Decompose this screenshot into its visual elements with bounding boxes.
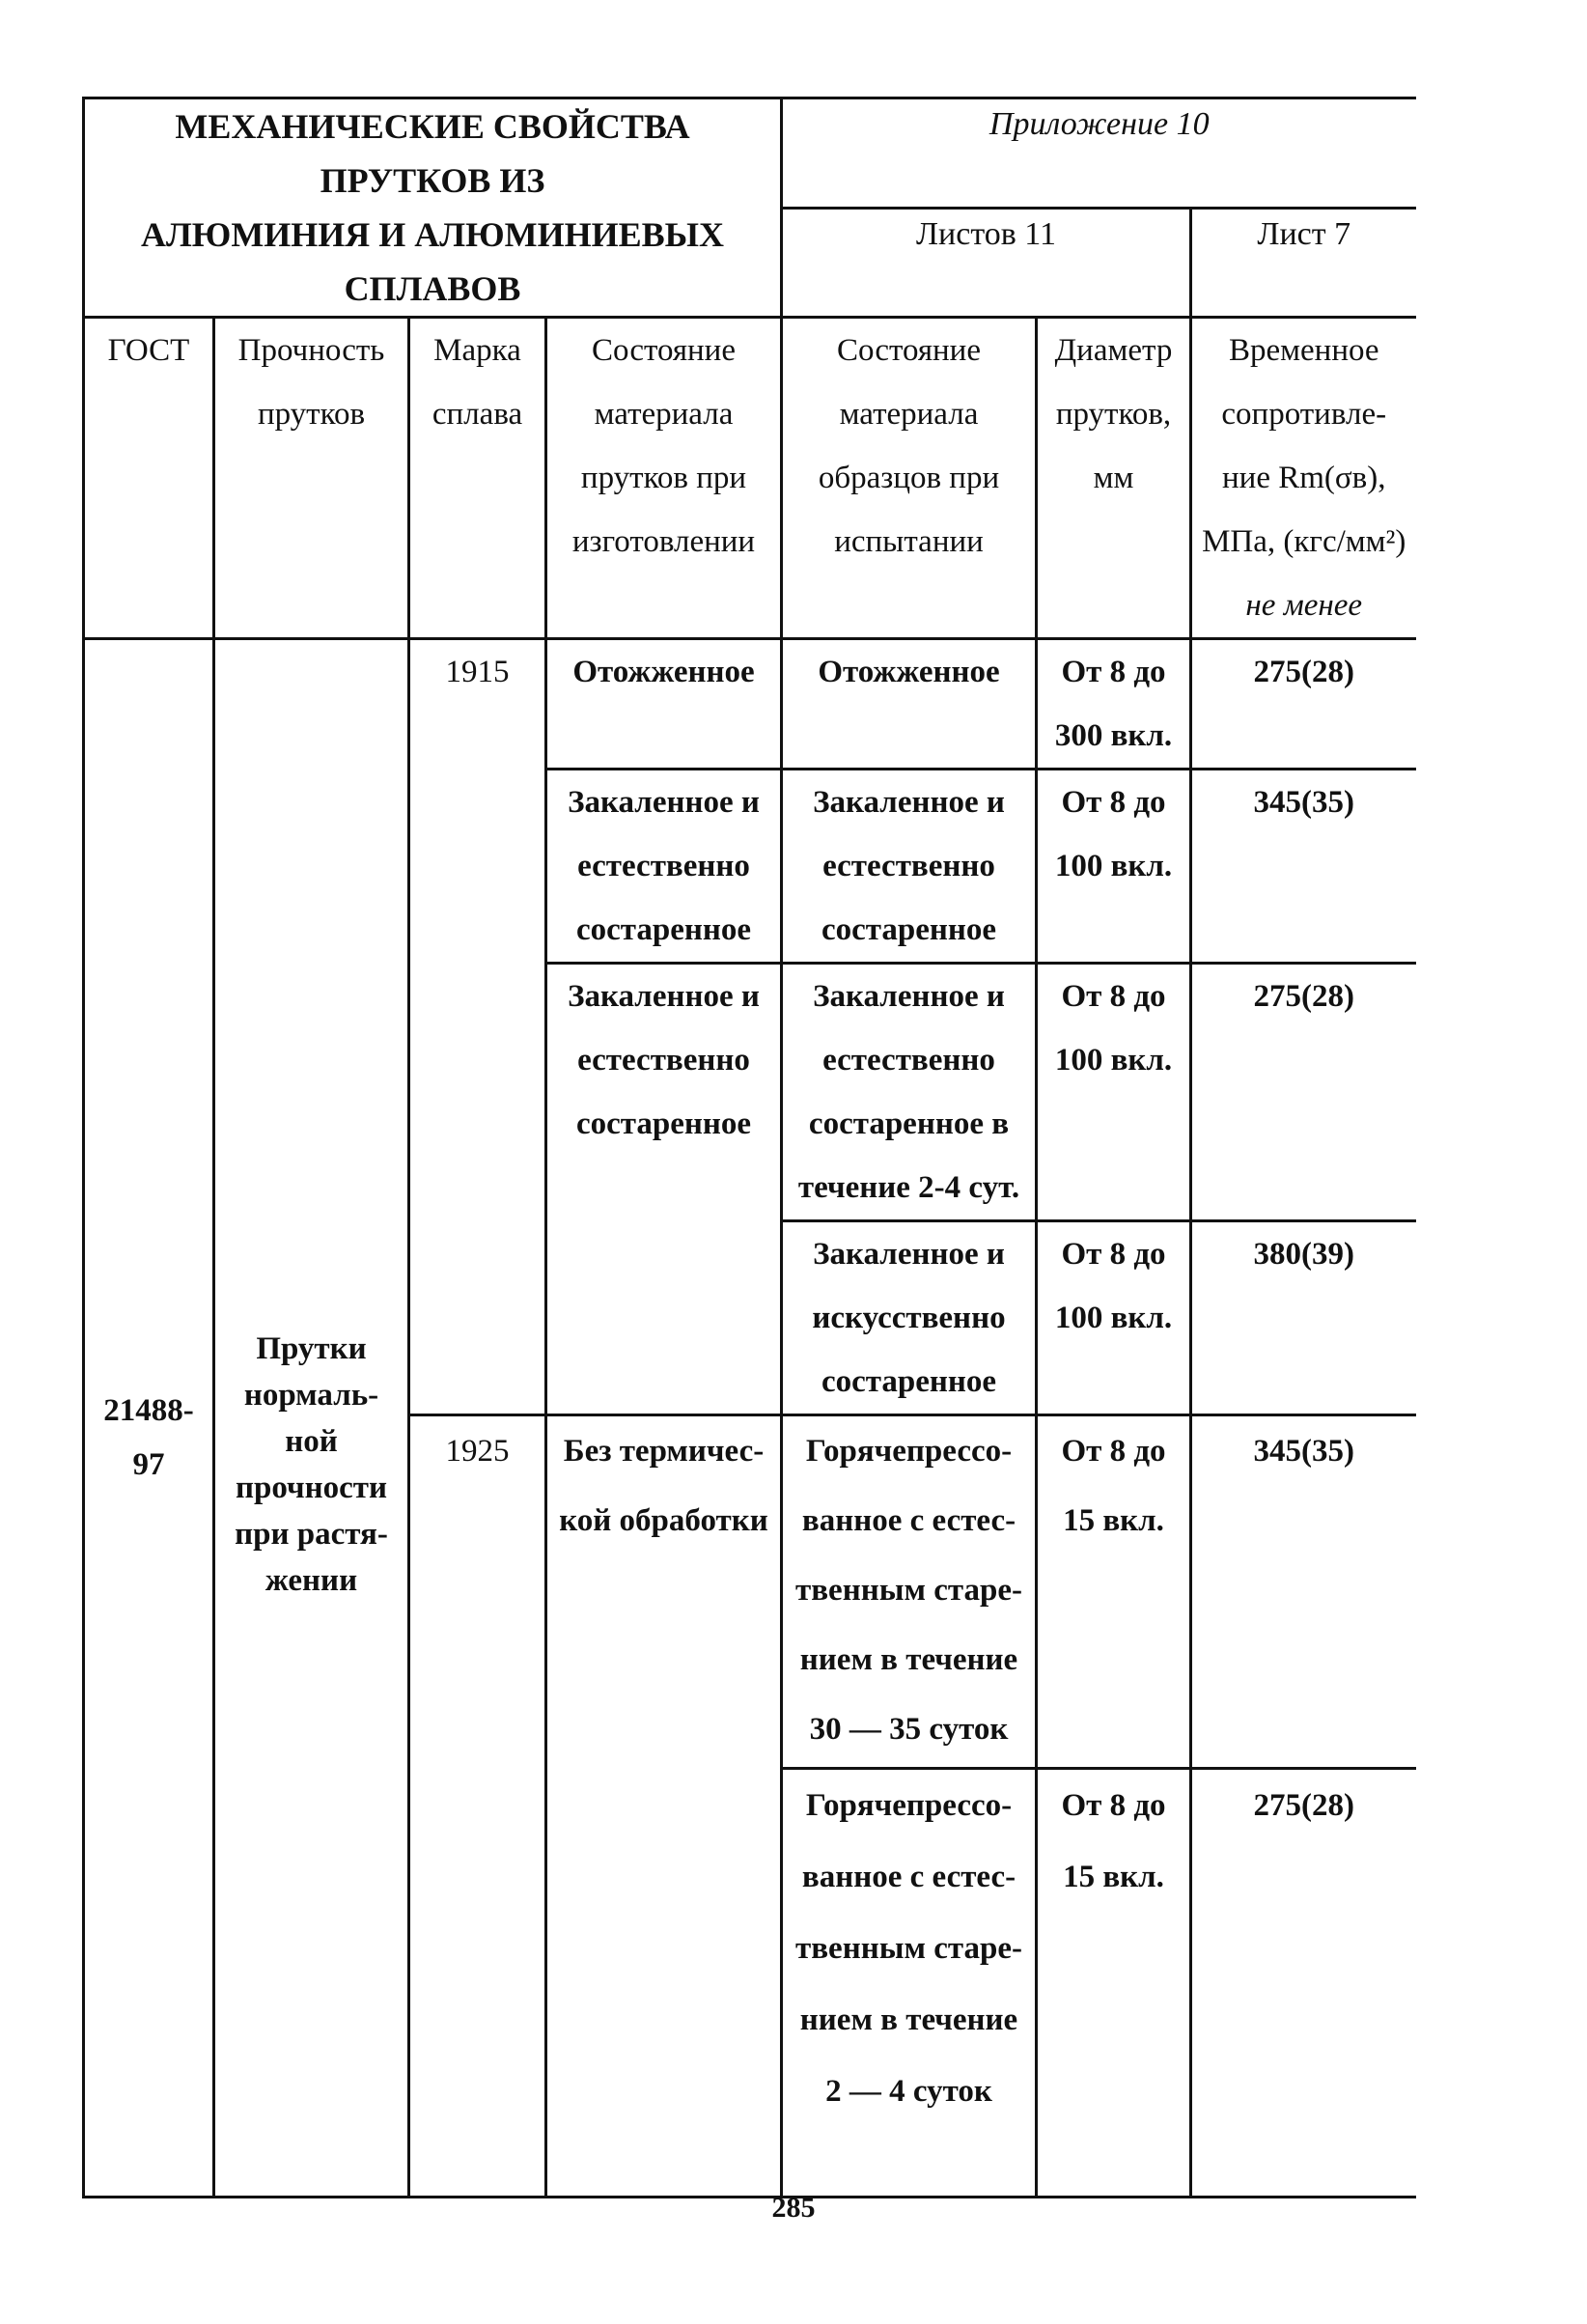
column-header-row (84, 318, 1416, 639)
state-test-cell: Закаленное и искусственно состаренное (782, 1221, 1037, 1415)
sheet-number: Лист 7 (1191, 208, 1416, 318)
col-gost: ГОСТ (84, 318, 214, 639)
diameter-cell: От 8 до 100 вкл. (1037, 770, 1191, 964)
state-mfg-cell: Без термичес- кой обработки (546, 1415, 782, 2198)
value-cell: 275(28) (1191, 1769, 1416, 2198)
strength-cell: Прутки нормаль- ной прочности при растя- жении (214, 639, 409, 2198)
diameter-cell: От 8 до 100 вкл. (1037, 1221, 1191, 1415)
sheets-total: Листов 11 (782, 208, 1191, 318)
col-resistance: Временное сопротивле- ние Rm(σв), МПа, (кгс/мм²) не менее (1191, 318, 1416, 639)
state-test-cell: Закаленное и естественно состаренное в течение 2-4 сут. (782, 964, 1037, 1221)
properties-table (82, 97, 1416, 2198)
col-state-test: Состояние материала образцов при испытании (782, 318, 1037, 639)
title-line-1: МЕХАНИЧЕСКИЕ СВОЙСТВА ПРУТКОВ ИЗ (84, 98, 782, 209)
value-cell: 275(28) (1191, 964, 1416, 1221)
state-mfg-cell: Закаленное и естественно состаренное (546, 770, 782, 964)
value-cell: 345(35) (1191, 1415, 1416, 1769)
state-test-cell: Закаленное и естественно состаренное (782, 770, 1037, 964)
page-number: 285 (771, 2192, 816, 2224)
state-mfg-cell: Отожженное (546, 639, 782, 770)
document-page (82, 97, 1414, 2198)
state-test-cell: Горячепрессо- ванное с естес- твенным старе- нием в течение 30 — 35 суток (782, 1415, 1037, 1769)
table-row (84, 639, 1416, 770)
col-diameter: Диаметр прутков, мм (1037, 318, 1191, 639)
state-test-cell: Горячепрессо- ванное с естес- твенным старе- нием в течение 2 — 4 суток (782, 1769, 1037, 2198)
gost-cell: 21488- 97 (84, 639, 214, 2198)
diameter-cell: От 8 до 15 вкл. (1037, 1415, 1191, 1769)
state-mfg-cell: Закаленное и естественно состаренное (546, 964, 782, 1415)
diameter-cell: От 8 до 15 вкл. (1037, 1769, 1191, 2198)
value-cell: 380(39) (1191, 1221, 1416, 1415)
title-line-2: АЛЮМИНИЯ И АЛЮМИНИЕВЫХ СПЛАВОВ (84, 208, 782, 318)
col-strength: Прочность прутков (214, 318, 409, 639)
state-test-cell: Отожженное (782, 639, 1037, 770)
grade-cell: 1915 (409, 639, 546, 1415)
diameter-cell: От 8 до 300 вкл. (1037, 639, 1191, 770)
col-grade: Марка сплава (409, 318, 546, 639)
grade-cell: 1925 (409, 1415, 546, 2198)
diameter-cell: От 8 до 100 вкл. (1037, 964, 1191, 1221)
value-cell: 275(28) (1191, 639, 1416, 770)
col-state-mfg: Состояние материала прутков при изготовлении (546, 318, 782, 639)
appendix-label: Приложение 10 (782, 98, 1416, 209)
value-cell: 345(35) (1191, 770, 1416, 964)
